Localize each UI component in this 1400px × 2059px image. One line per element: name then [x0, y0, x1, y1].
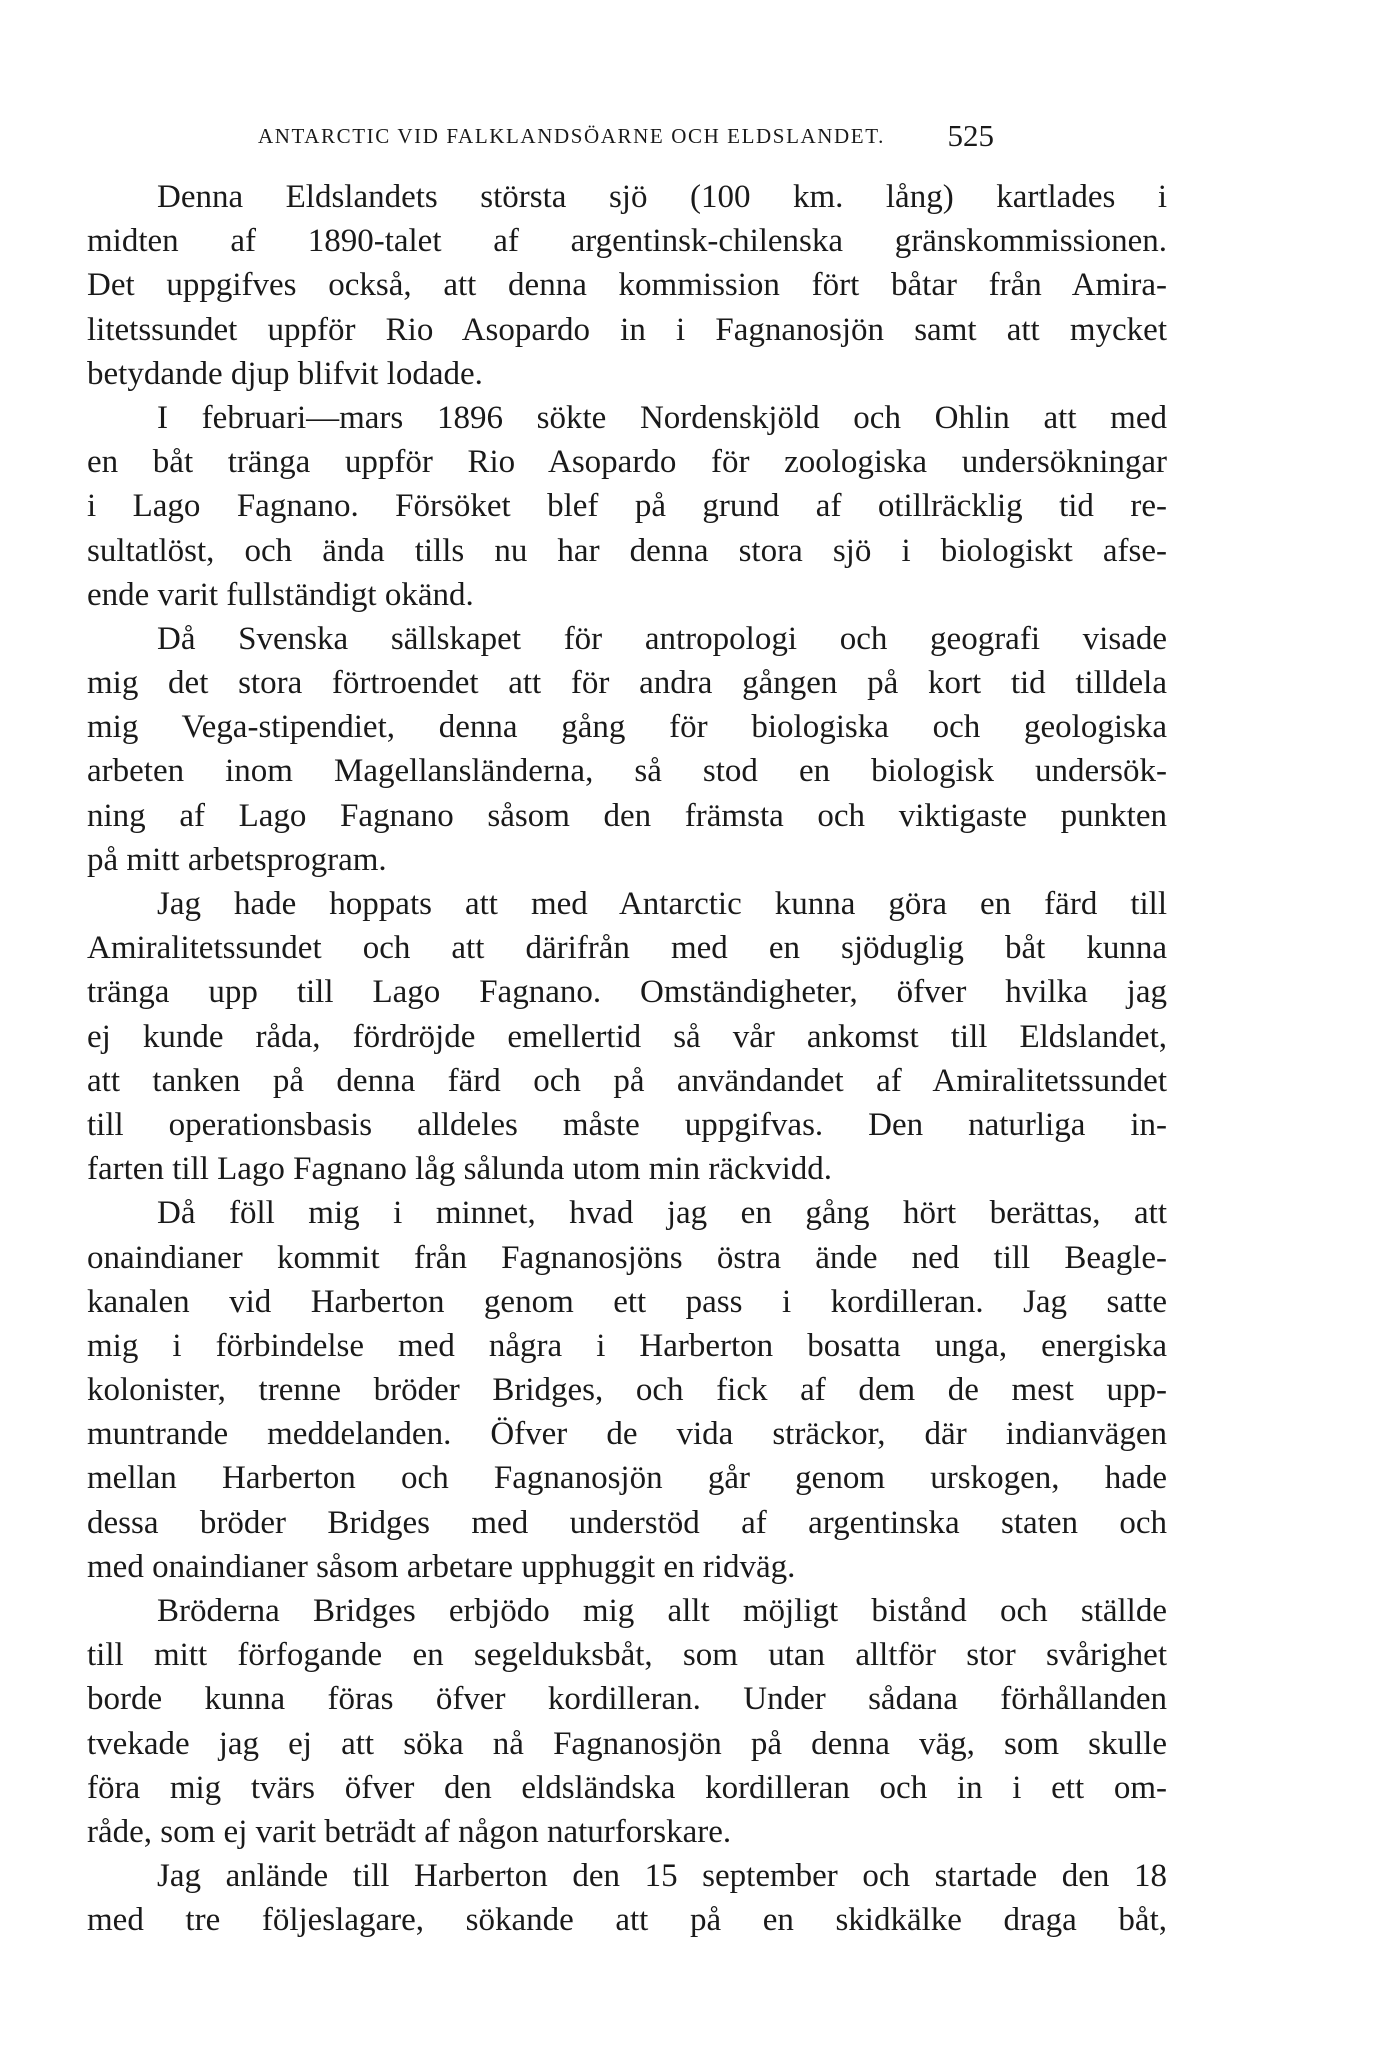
paragraph-5	[87, 1191, 1167, 1589]
text-line: tvekade jag ej att söka nå Fagnanosjön på denna väg, som skulle	[87, 1725, 1167, 1762]
paragraph-3	[87, 617, 1167, 882]
text-line: med onaindianer såsom arbetare upphuggit en ridväg.	[87, 1548, 796, 1585]
text-line: borde kunna föras öfver kordilleran. Under sådana förhållanden	[87, 1681, 1167, 1718]
text-line: mig det stora förtroendet att för andra gången på kort tid tilldela	[87, 665, 1167, 702]
text-line: tränga upp till Lago Fagnano. Omständigheter, öfver hvilka jag	[87, 974, 1167, 1011]
text-line: arbeten inom Magellansländerna, så stod en biologisk undersök-	[87, 753, 1167, 790]
text-line: Jag hade hoppats att med Antarctic kunna göra en färd till	[157, 886, 1167, 922]
text-line: Bröderna Bridges erbjödo mig allt möjligt bistånd och ställde	[157, 1593, 1167, 1629]
text-line: en båt tränga uppför Rio Asopardo för zoologiska undersökningar	[87, 444, 1167, 481]
paragraph-1	[87, 175, 1167, 396]
text-line: kolonister, trenne bröder Bridges, och fick af dem de mest upp-	[87, 1372, 1167, 1409]
text-line: dessa bröder Bridges med understöd af argentinska staten och	[87, 1504, 1167, 1541]
text-line: Amiralitetssundet och att därifrån med en sjöduglig båt kunna	[87, 930, 1167, 967]
text-line: onaindianer kommit från Fagnanosjöns östra ände ned till Beagle-	[87, 1239, 1167, 1276]
paragraph-4	[87, 882, 1167, 1191]
text-line: mellan Harberton och Fagnanosjön går genom urskogen, hade	[87, 1460, 1167, 1497]
text-line: på mitt arbetsprogram.	[87, 841, 387, 878]
text-line: Jag anlände till Harberton den 15 september och startade den 18	[157, 1858, 1167, 1895]
text-line: Det uppgifves också, att denna kommission fört båtar från Amira-	[87, 267, 1167, 304]
paragraph-6	[87, 1589, 1167, 1854]
text-line: ende varit fullständigt okänd.	[87, 576, 474, 613]
page-number: 525	[947, 118, 994, 153]
text-line: midten af 1890-talet af argentinsk-chilenska gränskommissionen.	[87, 223, 1167, 260]
text-line: föra mig tvärs öfver den eldsländska kordilleran och in i ett om-	[87, 1769, 1167, 1806]
text-line: I februari—mars 1896 sökte Nordenskjöld och Ohlin att med	[157, 399, 1167, 436]
text-line: kanalen vid Harberton genom ett pass i kordilleran. Jag satte	[87, 1283, 1167, 1320]
text-line: ej kunde råda, fördröjde emellertid så vår ankomst till Eldslandet,	[87, 1018, 1167, 1055]
text-line: betydande djup blifvit lodade.	[87, 355, 483, 392]
body-text	[87, 175, 1167, 1943]
text-line: sultatlöst, och ända tills nu har denna stora sjö i biologiskt afse-	[87, 532, 1167, 569]
text-line: farten till Lago Fagnano låg sålunda utom min räckvidd.	[87, 1151, 833, 1188]
text-line: till operationsbasis alldeles måste uppgifvas. Den naturliga in-	[87, 1106, 1167, 1143]
text-line: Då föll mig i minnet, hvad jag en gång hört berättas, att	[157, 1195, 1167, 1232]
running-head	[258, 116, 994, 156]
text-line: Denna Eldslandets största sjö (100 km. lång) kartlades i	[157, 179, 1167, 215]
text-line: till mitt förfogande en segelduksbåt, som utan alltför stor svårighet	[87, 1637, 1167, 1674]
paragraph-2	[87, 396, 1167, 617]
text-line: råde, som ej varit beträdt af någon naturforskare.	[87, 1813, 732, 1850]
text-line: mig Vega-stipendiet, denna gång för biologiska och geologiska	[87, 709, 1167, 746]
text-line: Då Svenska sällskapet för antropologi och geografi visade	[157, 620, 1167, 657]
text-line: ning af Lago Fagnano såsom den främsta och viktigaste punkten	[87, 797, 1167, 834]
text-line: i Lago Fagnano. Försöket blef på grund af otillräcklig tid re-	[87, 488, 1167, 525]
text-line: mig i förbindelse med några i Harberton bosatta unga, energiska	[87, 1327, 1167, 1364]
text-line: litetssundet uppför Rio Asopardo in i Fagnanosjön samt att mycket	[87, 311, 1167, 348]
text-line: med tre följeslagare, sökande att på en skidkälke draga båt,	[87, 1902, 1167, 1939]
running-title: ANTARCTIC VID FALKLANDSÖARNE OCH ELDSLANDET.	[258, 124, 885, 148]
text-line: muntrande meddelanden. Öfver de vida sträckor, där indianvägen	[87, 1416, 1167, 1453]
text-line: att tanken på denna färd och på användandet af Amiralitetssundet	[87, 1062, 1167, 1099]
paragraph-7	[87, 1854, 1167, 1942]
